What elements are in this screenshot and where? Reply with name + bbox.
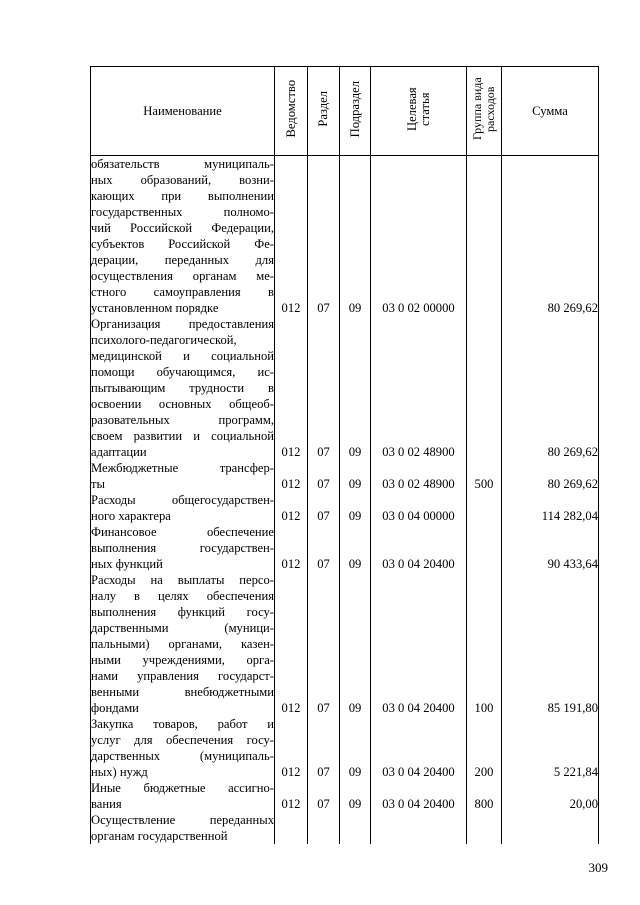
page-number: 309	[588, 860, 608, 875]
row-name-line: осуществления органам ме-	[91, 269, 274, 283]
row-section: 07	[308, 316, 340, 460]
table-body	[91, 156, 599, 845]
row-amount: 5 221,84	[502, 716, 599, 780]
row-subsection	[340, 812, 371, 844]
row-name-line: услуг для обеспечения госу-	[91, 733, 274, 747]
row-amount: 90 433,64	[502, 524, 599, 572]
row-subsection: 09	[340, 780, 371, 812]
row-department: 012	[275, 460, 308, 492]
row-name-line: государственных полномо-	[91, 205, 274, 219]
row-name-line: Осуществление переданных	[91, 813, 274, 827]
row-department: 012	[275, 572, 308, 716]
row-subsection: 09	[340, 716, 371, 780]
row-name-line: пальными) органами, казен-	[91, 637, 274, 651]
row-target-article: 03 0 02 48900	[371, 460, 467, 492]
row-name-line: ными учреждениями, орга-	[91, 653, 274, 667]
header-subsection: Подраздел	[340, 67, 371, 156]
row-section	[308, 812, 340, 844]
row-target-article: 03 0 02 00000	[371, 156, 467, 317]
row-amount: 80 269,62	[502, 316, 599, 460]
header-target-article: Целевая статья	[371, 67, 467, 156]
row-name-line: медицинской и социальной	[91, 349, 274, 363]
row-subsection: 09	[340, 492, 371, 524]
table-row	[91, 524, 599, 572]
row-expense-group	[467, 316, 502, 460]
row-name-line: Межбюджетные трансфер-	[91, 461, 274, 475]
table-row	[91, 156, 599, 317]
row-amount: 85 191,80	[502, 572, 599, 716]
row-expense-group: 200	[467, 716, 502, 780]
header-amount: Сумма	[502, 67, 599, 156]
row-name-line: адаптации	[91, 445, 147, 459]
row-name-line: венными внебюджетными	[91, 685, 274, 699]
row-name-line: фондами	[91, 701, 139, 715]
row-department: 012	[275, 524, 308, 572]
row-name	[91, 156, 275, 317]
row-target-article: 03 0 02 48900	[371, 316, 467, 460]
row-department: 012	[275, 716, 308, 780]
row-name-line: выполнения государствен-	[91, 541, 274, 555]
row-section: 07	[308, 572, 340, 716]
row-section: 07	[308, 780, 340, 812]
row-expense-group	[467, 812, 502, 844]
row-name-line: дарственных (муниципаль-	[91, 749, 274, 763]
row-name-line: Расходы на выплаты персо-	[91, 573, 274, 587]
table-row	[91, 812, 599, 844]
table-row	[91, 716, 599, 780]
table-row	[91, 316, 599, 460]
row-name-line: ного характера	[91, 509, 171, 523]
row-name-line: своем развитии и социальной	[91, 429, 274, 443]
header-department: Ведомство	[275, 67, 308, 156]
row-amount: 20,00	[502, 780, 599, 812]
row-name	[91, 316, 275, 460]
row-department: 012	[275, 156, 308, 317]
row-name-line: пытывающим трудности в	[91, 381, 274, 395]
row-section: 07	[308, 716, 340, 780]
row-amount: 80 269,62	[502, 156, 599, 317]
row-name-line: ных функций	[91, 557, 163, 571]
row-amount	[502, 812, 599, 844]
row-expense-group: 100	[467, 572, 502, 716]
budget-table	[90, 66, 599, 844]
row-target-article: 03 0 04 20400	[371, 780, 467, 812]
row-name-line: освоении основных общеоб-	[91, 397, 274, 411]
row-expense-group: 500	[467, 460, 502, 492]
row-name-line: психолого-педагогической,	[91, 333, 237, 347]
row-target-article: 03 0 04 20400	[371, 524, 467, 572]
row-name-line: разовательных программ,	[91, 413, 274, 427]
row-department: 012	[275, 780, 308, 812]
row-amount: 80 269,62	[502, 460, 599, 492]
row-section: 07	[308, 524, 340, 572]
row-name-line: дарственными (муници-	[91, 621, 274, 635]
row-name-line: ты	[91, 477, 105, 491]
row-name-line: ных) нужд	[91, 765, 148, 779]
row-name-line: нами управления государст-	[91, 669, 274, 683]
row-amount: 114 282,04	[502, 492, 599, 524]
row-name-line: налу в целях обеспечения	[91, 589, 274, 603]
row-name-line: Иные бюджетные ассигно-	[91, 781, 274, 795]
row-section: 07	[308, 156, 340, 317]
row-subsection: 09	[340, 316, 371, 460]
row-expense-group	[467, 156, 502, 317]
row-name	[91, 492, 275, 524]
row-name-line: чий Российской Федерации,	[91, 221, 274, 235]
row-name-line: кающих при выполнении	[91, 189, 274, 203]
header-expense-group: Группа вида расходов	[467, 67, 502, 156]
row-name-line: обязательств муниципаль-	[91, 157, 274, 171]
header-section: Раздел	[308, 67, 340, 156]
row-subsection: 09	[340, 156, 371, 317]
row-name-line: вания	[91, 797, 122, 811]
table-row	[91, 460, 599, 492]
row-subsection: 09	[340, 572, 371, 716]
row-subsection: 09	[340, 524, 371, 572]
row-name-line: Расходы общегосударствен-	[91, 493, 274, 507]
table-row	[91, 492, 599, 524]
row-name-line: субъектов Российской Фе-	[91, 237, 274, 251]
row-name	[91, 780, 275, 812]
row-name	[91, 524, 275, 572]
table-row	[91, 780, 599, 812]
row-name	[91, 716, 275, 780]
row-expense-group: 800	[467, 780, 502, 812]
row-department: 012	[275, 492, 308, 524]
row-name-line: ных образований, возни-	[91, 173, 274, 187]
row-target-article: 03 0 04 20400	[371, 572, 467, 716]
row-subsection: 09	[340, 460, 371, 492]
row-expense-group	[467, 492, 502, 524]
row-name-line: помощи обучающимся, ис-	[91, 365, 274, 379]
row-section: 07	[308, 492, 340, 524]
row-name-line: установленном порядке	[91, 301, 219, 315]
row-department: 012	[275, 316, 308, 460]
row-name-line: Финансовое обеспечение	[91, 525, 274, 539]
row-target-article: 03 0 04 20400	[371, 716, 467, 780]
row-name-line: выполнения функций госу-	[91, 605, 274, 619]
row-name-line: Организация предоставления	[91, 317, 274, 331]
row-target-article	[371, 812, 467, 844]
row-expense-group	[467, 524, 502, 572]
row-department	[275, 812, 308, 844]
row-target-article: 03 0 04 00000	[371, 492, 467, 524]
row-name-line: дерации, переданных для	[91, 253, 274, 267]
header-name: Наименование	[91, 67, 275, 156]
row-name-line: Закупка товаров, работ и	[91, 717, 274, 731]
row-section: 07	[308, 460, 340, 492]
row-name-line: органам государственной	[91, 829, 228, 843]
row-name	[91, 460, 275, 492]
row-name	[91, 572, 275, 716]
row-name	[91, 812, 275, 844]
row-name-line: стного самоуправления в	[91, 285, 274, 299]
table-header-row	[91, 67, 599, 156]
table-row	[91, 572, 599, 716]
